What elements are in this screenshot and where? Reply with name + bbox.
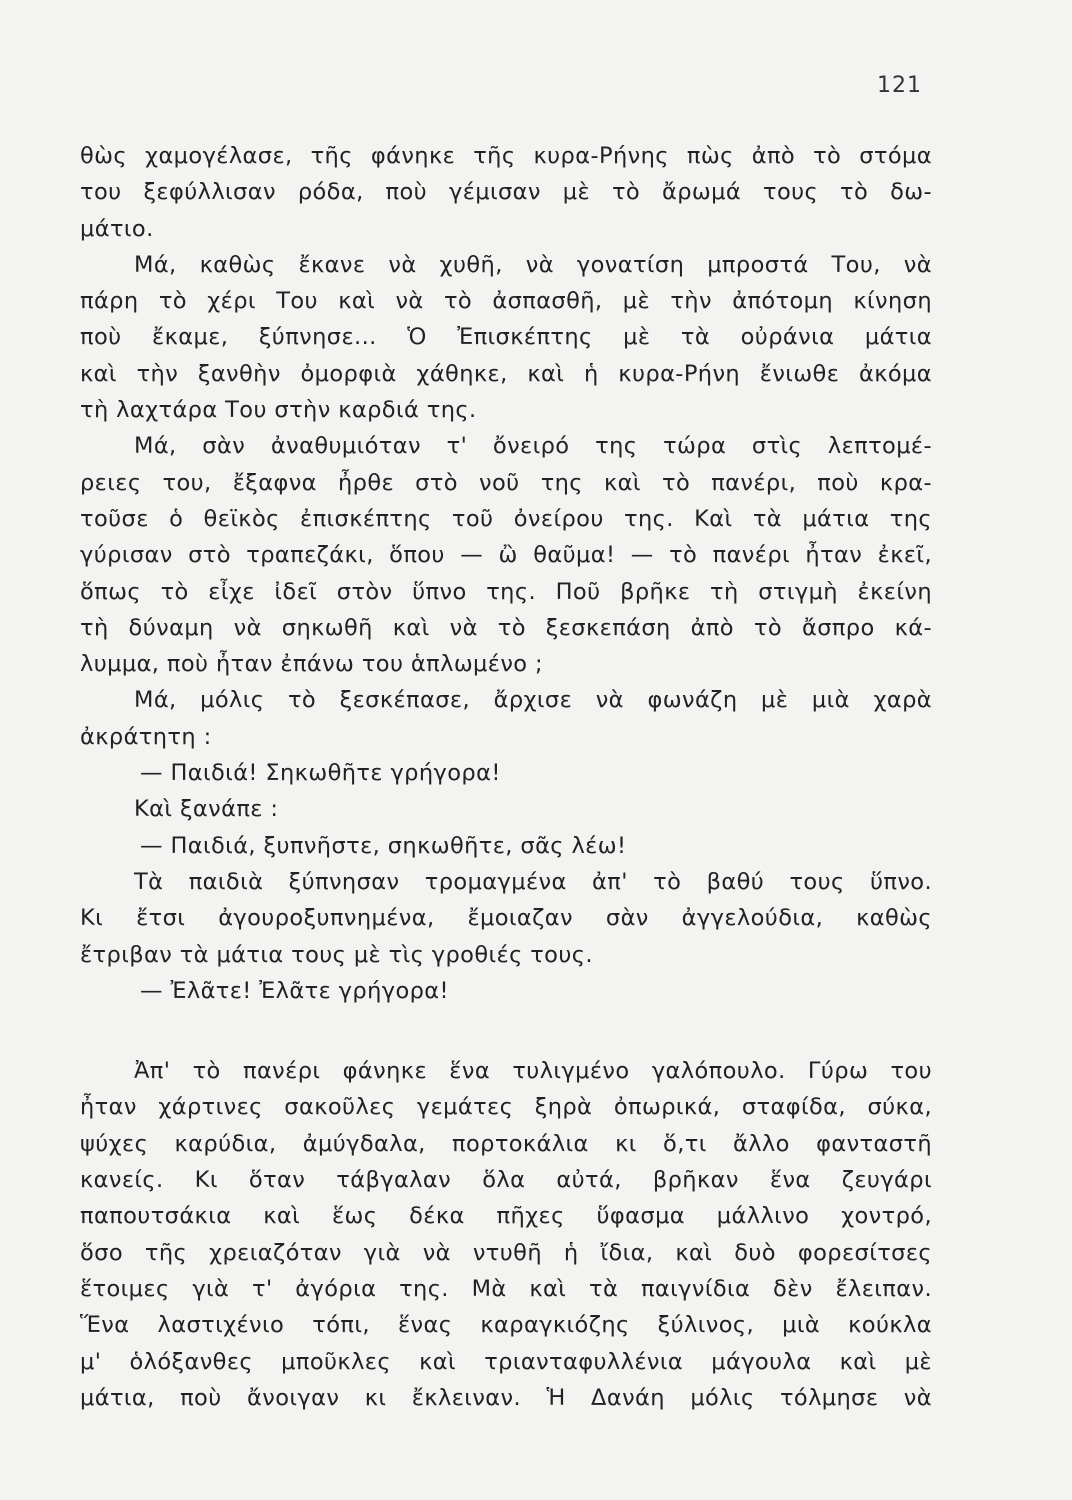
text-line: τὴ δύναμη νὰ σηκωθῆ καὶ νὰ τὸ ξεσκεπάση ἀπὸ τὸ ἄσπρο κά- bbox=[80, 614, 932, 641]
text-line: Ἀπ' τὸ πανέρι φάνηκε ἕνα τυλιγμένο γαλόπουλο. Γύρω του bbox=[134, 1058, 932, 1085]
text-line: ἔτριβαν τὰ μάτια τους μὲ τὶς γροθιές τους. bbox=[80, 941, 593, 968]
text-line: ψύχες καρύδια, ἀμύγδαλα, πορτοκάλια κι ὅ,τι ἄλλο φανταστῆ bbox=[80, 1130, 932, 1157]
text-line: λυμμα, ποὺ ἦταν ἐπάνω του ἁπλωμένο ; bbox=[80, 651, 544, 678]
text-line: Κι ἔτσι ἀγουροξυπνημένα, ἔμοιαζαν σὰν ἀγγελούδια, καθὼς bbox=[80, 905, 932, 932]
text-line: θὼς χαμογέλασε, τῆς φάνηκε τῆς κυρα-Ρήνης πὼς ἀπὸ τὸ στόμα bbox=[80, 143, 932, 169]
text-line: τοῦσε ὁ θεϊκὸς ἐπισκέπτης τοῦ ὀνείρου της. Καὶ τὰ μάτια της bbox=[80, 505, 932, 532]
text-line: κανείς. Κι ὅταν τάβγαλαν ὅλα αὐτά, βρῆκαν ἕνα ζευγάρι bbox=[80, 1167, 932, 1194]
text-line: παπουτσάκια καὶ ἕως δέκα πῆχες ὕφασμα μάλλινο χοντρό, bbox=[80, 1203, 932, 1230]
text-line: Καὶ ξανάπε : bbox=[134, 796, 279, 823]
text-line: πάρη τὸ χέρι Του καὶ νὰ τὸ ἀσπασθῆ, μὲ τὴν ἀπότομη κίνηση bbox=[80, 288, 932, 315]
text-line: ὅπως τὸ εἶχε ἰδεῖ στὸν ὕπνο της. Ποῦ βρῆκε τὴ στιγμὴ ἐκείνη bbox=[80, 578, 932, 605]
text-line: Μά, καθὼς ἔκανε νὰ χυθῆ, νὰ γονατίση μπροστά Του, νὰ bbox=[134, 251, 932, 278]
text-line: Μά, σὰν ἀναθυμιόταν τ' ὄνειρό της τώρα στὶς λεπτομέ- bbox=[134, 433, 932, 460]
text-line: — Ἐλᾶτε! Ἐλᾶτε γρήγορα! bbox=[140, 977, 449, 1004]
text-line: του ξεφύλλισαν ρόδα, ποὺ γέμισαν μὲ τὸ ἄρωμά τους τὸ δω- bbox=[80, 179, 932, 206]
text-line: Ἕνα λαστιχένιο τόπι, ἕνας καραγκιόζης ξύλινος, μιὰ κούκλα bbox=[80, 1312, 932, 1339]
text-line: τὴ λαχτάρα Του στὴν καρδιά της. bbox=[80, 397, 477, 424]
text-line: μ' ὁλόξανθες μποῦκλες καὶ τριανταφυλλένια μάγουλα καὶ μὲ bbox=[80, 1348, 932, 1375]
text-line: μάτιο. bbox=[80, 215, 154, 242]
text-line: ἀκράτητη : bbox=[80, 723, 212, 750]
body-text bbox=[80, 138, 932, 1416]
text-line: μάτια, ποὺ ἄνοιγαν κι ἔκλειναν. Ἡ Δανάη μόλις τόλμησε νὰ bbox=[80, 1384, 932, 1411]
text-line: καὶ τὴν ξανθὴν ὀμορφιὰ χάθηκε, καὶ ἡ κυρα-Ρήνη ἔνιωθε ἀκόμα bbox=[80, 360, 932, 387]
text-line: — Παιδιά! Σηκωθῆτε γρήγορα! bbox=[140, 760, 501, 787]
text-line: Τὰ παιδιὰ ξύπνησαν τρομαγμένα ἀπ' τὸ βαθύ τους ὕπνο. bbox=[134, 868, 932, 895]
text-line: — Παιδιά, ξυπνῆστε, σηκωθῆτε, σᾶς λέω! bbox=[140, 832, 627, 859]
text-line: Μά, μόλις τὸ ξεσκέπασε, ἄρχισε νὰ φωνάζη μὲ μιὰ χαρὰ bbox=[134, 687, 932, 714]
text-line: ὅσο τῆς χρειαζόταν γιὰ νὰ ντυθῆ ἡ ἴδια, καὶ δυὸ φορεσίτσες bbox=[80, 1239, 932, 1266]
text-line: ρειες του, ἔξαφνα ἦρθε στὸ νοῦ της καὶ τὸ πανέρι, ποὺ κρα- bbox=[80, 469, 932, 496]
section-gap bbox=[80, 1009, 932, 1053]
text-line: ποὺ ἔκαμε, ξύπνησε... Ὁ Ἐπισκέπτης μὲ τὰ οὐράνια μάτια bbox=[80, 324, 932, 351]
text-line: γύρισαν στὸ τραπεζάκι, ὅπου — ὢ θαῦμα! — τὸ πανέρι ἦταν ἐκεῖ, bbox=[80, 542, 932, 569]
text-line: ἕτοιμες γιὰ τ' ἀγόρια της. Μὰ καὶ τὰ παιγνίδια δὲν ἔλειπαν. bbox=[80, 1275, 932, 1302]
page-number: 121 bbox=[877, 73, 922, 98]
text-line: ἦταν χάρτινες σακοῦλες γεμάτες ξηρὰ ὀπωρικά, σταφίδα, σύκα, bbox=[80, 1094, 932, 1121]
